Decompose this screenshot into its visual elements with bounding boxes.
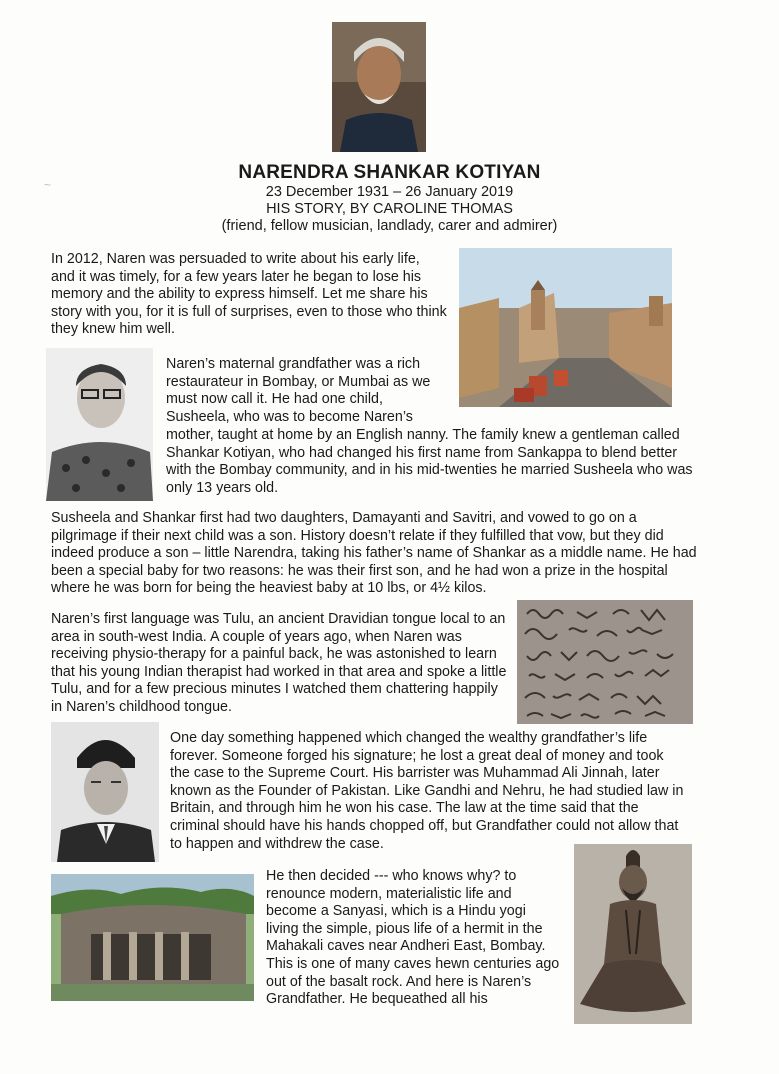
- paragraph-6: He then decided --- who knows why? to renounce modern, materialistic life and become a Sanyasi, which is a Hindu yogi living the simple, pious life of a hermit in the Mahakali caves near Andheri East, Bombay. This is one of many caves hewn centuries ago out of the basalt rock. And here is Naren’s Grandfather. He bequeathed all his: [266, 868, 560, 1008]
- paragraph-5: One day something happened which changed the wealthy grandfather’s life forever. Someone forged his signature; he lost a great deal of money and took the case to the Supreme Court. His barrister was Muhammad Ali Jinnah, later known as the Founder of Pakistan. Like Gandhi and Nehru, he had studied law in Britain, and through him he won his case. The law at the time said that the criminal should have his hands chopped off, but Grandfather could not allow that to happen and withdrew the case.: [170, 730, 684, 852]
- life-dates: 23 December 1931 – 26 January 2019: [265, 184, 514, 200]
- jinnah-photo: [51, 722, 159, 862]
- paragraph-4: Naren’s first language was Tulu, an ancient Dravidian tongue local to an area in south-west India. A couple of years ago, when Naren was receiving physio-therapy for a painful back, he was astonished to learn that his young Indian therapist had worked in that area and spoke a little Tulu, and for a few precious minutes I watched them chattering happily in Naren’s childhood tongue.: [51, 611, 507, 715]
- paragraph-2-wrap: Naren’s maternal grandfather was a rich restaurateur in Bombay, or Mumbai as we must now call it. He had one child, Susheela, who was to become Naren’s: [166, 356, 431, 425]
- margin-mark: ~: [44, 178, 52, 192]
- sanyasi-grandfather-photo: [574, 844, 692, 1024]
- tulu-script-stone-photo: [517, 600, 693, 724]
- paragraph-2-full: mother, taught at home by an English nanny. The family knew a gentleman called Shankar Kotiyan, who had changed his first name from Sankappa to blend better with the Bombay community, and in his mid-twenties he married Susheela who was only 13 years old.: [166, 427, 693, 496]
- grandmother-photo: [46, 348, 153, 501]
- byline: HIS STORY, BY CAROLINE THOMAS: [266, 201, 513, 217]
- paragraph-3: Susheela and Shankar first had two daughters, Damayanti and Savitri, and vowed to go on a pilgrimage if their next child was a son. History doesn’t relate if they fulfilled that vow, but they did indeed produce a son – little Narendra, taking his father’s name of Shankar as a middle name. He had been a special baby for two reasons: he was their first son, and he had won a prize in the hospital where he was born for being the heaviest baby at 10 lbs, or 4½ kilos.: [51, 510, 697, 597]
- mahakali-caves-photo: [51, 874, 254, 1001]
- paragraph-1: In 2012, Naren was persuaded to write about his early life, and it was timely, for a few years later he began to lose his memory and the ability to express himself. Let me share his story with you, for it is full of surprises, even to those who think they knew him well.: [51, 251, 447, 338]
- page-title: NARENDRA SHANKAR KOTIYAN: [238, 162, 541, 183]
- bombay-street-photo: [459, 248, 672, 407]
- portrait-photo: [332, 22, 426, 152]
- author-roles: (friend, fellow musician, landlady, carer and admirer): [221, 218, 558, 234]
